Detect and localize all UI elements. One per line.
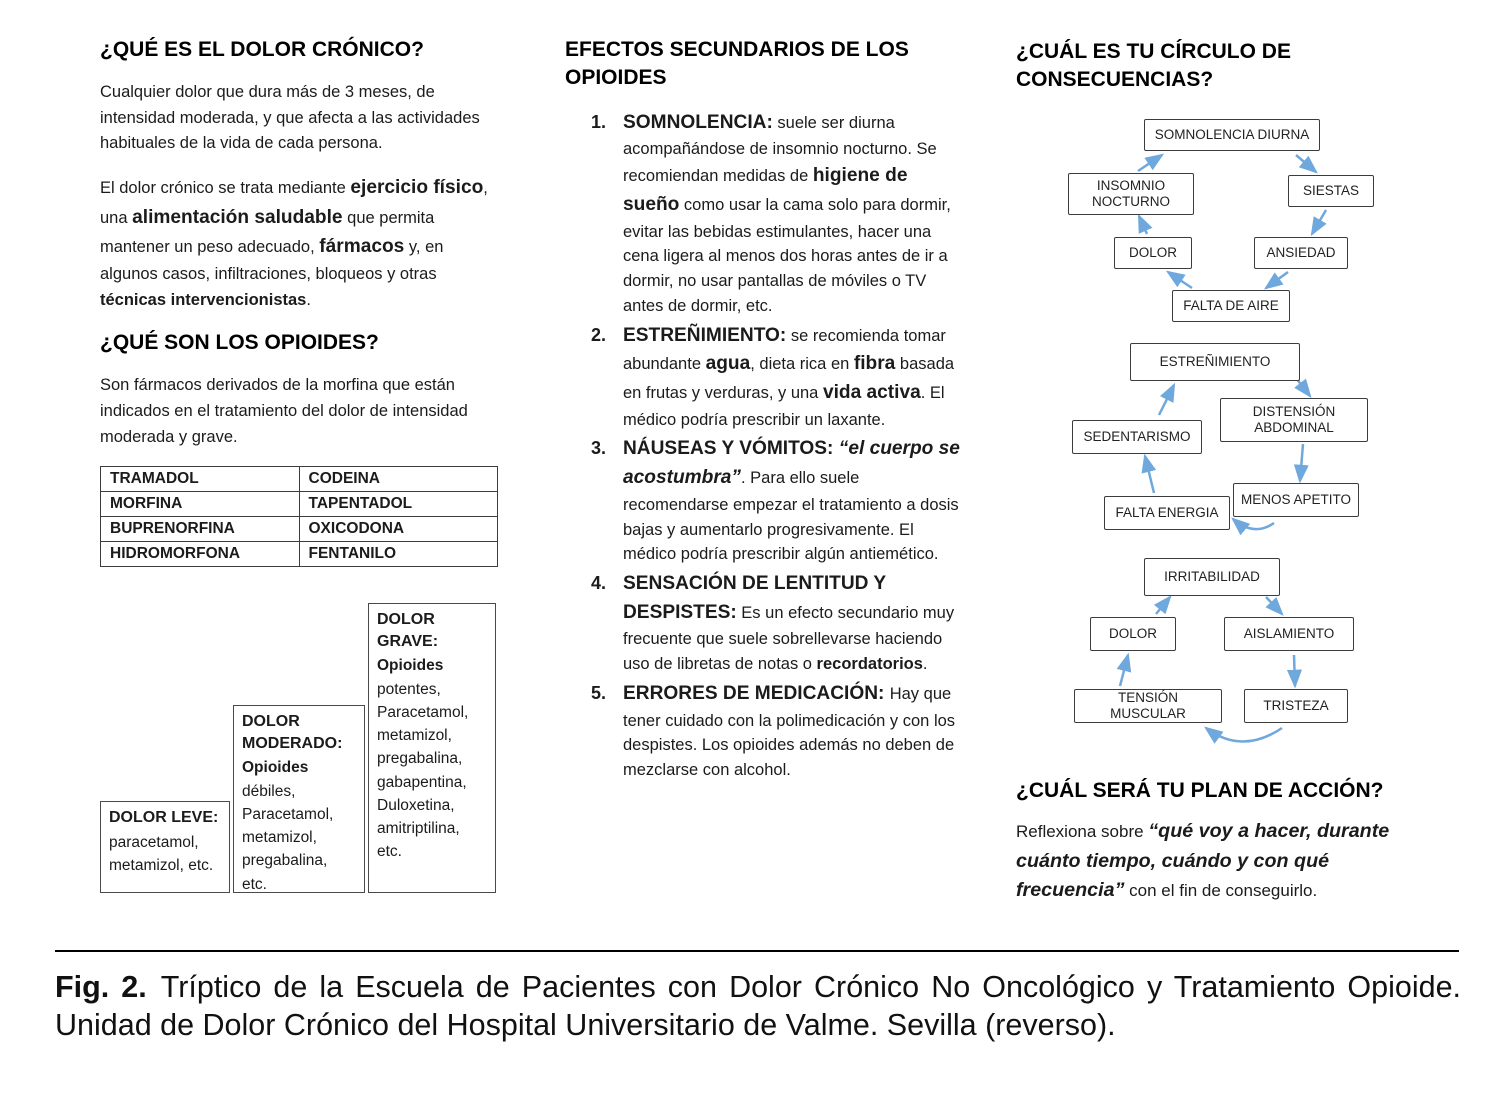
flow-box-somnolencia-diurna: SOMNOLENCIA DIURNA (1144, 119, 1320, 151)
flow-box-ansiedad: ANSIEDAD (1254, 237, 1348, 269)
para-definicion-dolor: Cualquier dolor que dura más de 3 meses, de intensidad moderada, y que afecta a las actividades habituales de la vida de cada persona. (100, 83, 480, 153)
arrow-menos-apetito-to-falta-energia (1233, 519, 1274, 529)
flow-box-falta-de-aire: FALTA DE AIRE (1172, 290, 1290, 322)
item-number: 5. (591, 682, 607, 703)
table-cell: TAPENTADOL (299, 492, 498, 517)
flow-box-falta-energia: FALTA ENERGIA (1104, 496, 1230, 530)
flow-box-siestas: SIESTAS (1288, 175, 1374, 207)
arrow-falta-aire-to-dolor (1168, 272, 1192, 288)
step-dolor-leve (100, 801, 230, 893)
heading-circulo-consecuencias: ¿CUÁL ES TU CÍRCULO DE CONSECUENCIAS? (1016, 40, 1291, 92)
arrow-aislamiento-to-tristeza (1294, 655, 1295, 686)
item-number: 3. (591, 438, 607, 459)
arrow-tristeza-to-tension-muscular (1206, 728, 1282, 742)
flow-box-aislamiento: AISLAMIENTO (1224, 617, 1354, 651)
panel-efectos-secundarios (565, 36, 965, 786)
table-row (101, 492, 498, 517)
arrow-dolor-to-irritabilidad (1156, 597, 1170, 614)
step-body: paracetamol, metamizol, etc. (109, 833, 214, 874)
list-item-lentitud (591, 570, 965, 677)
table-cell: OXICODONA (299, 517, 498, 542)
arrow-sedentarismo-to-estrenimiento (1159, 385, 1174, 415)
list-item-somnolencia (591, 109, 965, 319)
pain-ladder-diagram (100, 603, 498, 893)
item-text: SENSACIÓN DE LENTITUD Y DESPISTES: Es un efecto secundario muy frecuente que suele sobrellevarse haciendo uso de libretas de notas o recordatorios. (623, 573, 955, 674)
table-cell: BUPRENORFINA (101, 517, 300, 542)
side-effects-list (565, 109, 965, 783)
table-cell: HIDROMORFONA (101, 542, 300, 567)
arrow-irritabilidad-to-aislamiento (1266, 597, 1282, 614)
opioids-table (100, 466, 498, 567)
item-number: 1. (591, 111, 607, 132)
item-text: NÁUSEAS Y VÓMITOS: “el cuerpo se acostumbra”. Para ello suele recomendarse empezar el tratamiento a dosis bajas y aumentarlo progresivamente. El médico podría prescribir algún antiemético. (623, 438, 960, 564)
flow-box-dolor-top: DOLOR (1114, 237, 1192, 269)
step-body: Opioides potentes, Paracetamol, metamizol, pregabalina, gabapentina, Duloxetina, amitriptilina, etc. (377, 657, 469, 861)
step-body: Opioides débiles, Paracetamol, metamizol, pregabalina, etc. (242, 759, 334, 893)
step-title: DOLOR GRAVE: (377, 611, 439, 650)
flow-box-insomnio-nocturno: INSOMNIO NOCTURNO (1068, 173, 1194, 215)
para-definicion-opioides: Son fármacos derivados de la morfina que están indicados en el tratamiento del dolor de intensidad moderada y grave. (100, 376, 468, 446)
flow-box-dolor-bottom: DOLOR (1090, 617, 1176, 651)
table-cell: CODEINA (299, 467, 498, 492)
flow-box-estrenimiento: ESTREÑIMIENTO (1130, 343, 1300, 381)
arrow-somnolencia-to-siestas (1296, 155, 1316, 172)
arrow-distension-to-menos-apetito (1300, 444, 1303, 481)
item-number: 2. (591, 324, 607, 345)
table-row (101, 542, 498, 567)
table-cell: FENTANILO (299, 542, 498, 567)
arrow-siestas-to-ansiedad (1312, 210, 1326, 234)
panel-dolor-cronico (100, 36, 498, 893)
para-plan-de-accion: Reflexiona sobre “qué voy a hacer, durante cuánto tiempo, cuándo y con qué frecuencia” con el fin de conseguirlo. (1016, 820, 1390, 902)
heading-que-es-dolor-cronico: ¿QUÉ ES EL DOLOR CRÓNICO? (100, 38, 424, 61)
caption-text: Tríptico de la Escuela de Pacientes con Dolor Crónico No Oncológico y Tratamiento Opioide. Unidad de Dolor Crónico del Hospital Universitario de Valme. Sevilla (reverso). (55, 970, 1462, 1043)
flow-box-tristeza: TRISTEZA (1244, 689, 1348, 723)
arrow-falta-energia-to-sedentarismo (1145, 456, 1154, 493)
flow-box-sedentarismo: SEDENTARISMO (1072, 420, 1202, 454)
heading-efectos-secundarios: EFECTOS SECUNDARIOS DE LOS OPIOIDES (565, 38, 909, 90)
heading-plan-de-accion: ¿CUÁL SERÁ TU PLAN DE ACCIÓN? (1016, 778, 1384, 802)
table-row (101, 467, 498, 492)
flow-box-distension-abdominal: DISTENSIÓN ABDOMINAL (1220, 398, 1368, 442)
figure-caption (55, 968, 1461, 1045)
list-item-errores (591, 680, 965, 783)
list-item-nauseas (591, 435, 965, 567)
table-row (101, 517, 498, 542)
caption-divider (55, 950, 1459, 952)
item-text: SOMNOLENCIA: suele ser diurna acompañándose de insomnio nocturno. Se recomiendan medidas de higiene de sueño como usar la cama solo para dormir, evitar las bebidas estimulantes, hacer una cena ligera al menos dos horas antes de ir a dormir, no usar pantallas de móviles o TV antes de dormir, etc. (623, 111, 951, 315)
panel-circulo-consecuencias (1016, 38, 1418, 922)
arrow-insomnio-to-somnolencia (1138, 155, 1162, 171)
table-cell: TRAMADOL (101, 467, 300, 492)
arrow-tension-muscular-to-dolor (1120, 655, 1128, 686)
item-text: ERRORES DE MEDICACIÓN: Hay que tener cuidado con la polimedicación y con los despistes. Los opioides además no deben de mezclarse con alcohol. (623, 682, 956, 780)
figure-label: Fig. 2. (55, 970, 147, 1004)
flow-box-tension-muscular: TENSIÓN MUSCULAR (1074, 689, 1222, 723)
heading-que-son-opioides: ¿QUÉ SON LOS OPIOIDES? (100, 331, 379, 355)
step-title: DOLOR MODERADO: (242, 713, 343, 752)
step-title: DOLOR LEVE: (109, 809, 219, 827)
para-tratamiento-dolor: El dolor crónico se trata mediante ejercicio físico, una alimentación saludable que permita mantener un peso adecuado, fármacos y, en algunos casos, infiltraciones, bloqueos y otras técnicas intervencionistas. (100, 177, 488, 309)
list-item-estrenimiento (591, 322, 965, 433)
step-dolor-grave (368, 603, 496, 893)
item-number: 4. (591, 573, 607, 594)
arrow-ansiedad-to-falta-aire (1266, 272, 1288, 288)
step-dolor-moderado (233, 705, 365, 893)
flow-box-irritabilidad: IRRITABILIDAD (1144, 558, 1280, 596)
table-cell: MORFINA (101, 492, 300, 517)
item-text: ESTREÑIMIENTO: se recomienda tomar abundante agua, dieta rica en fibra basada en frutas y verduras, y una vida activa. El médico podría prescribir un laxante. (623, 324, 955, 429)
flow-box-menos-apetito: MENOS APETITO (1233, 483, 1359, 517)
consequence-cycle-diagram (1016, 111, 1418, 761)
arrow-dolor-to-insomnio (1139, 216, 1147, 234)
